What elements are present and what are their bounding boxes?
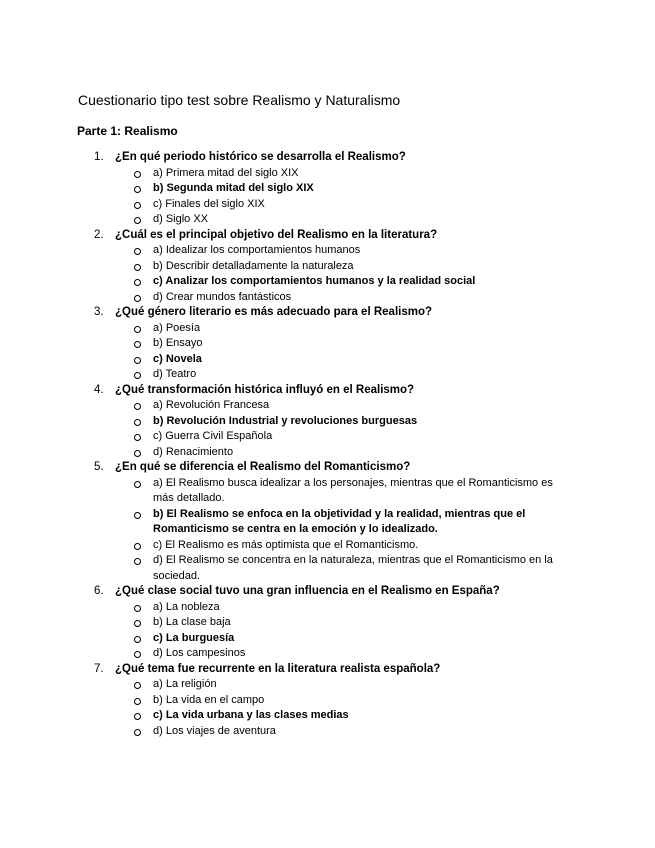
option-list <box>94 398 594 460</box>
question-3 <box>94 305 594 383</box>
question-row <box>94 150 594 166</box>
question-number: 2. <box>94 228 104 241</box>
option-text: d) El Realismo se concentra en la naturaleza, mientras que el Romanticismo en la sociedad. <box>153 554 553 582</box>
option-text: a) Primera mitad del siglo XIX <box>153 166 299 179</box>
question-number: 6. <box>94 585 104 597</box>
question-number: 3. <box>94 306 104 318</box>
option-item-correct <box>94 507 594 538</box>
hollow-bullet-icon <box>134 295 141 302</box>
option-item <box>94 398 594 414</box>
question-row <box>94 383 594 399</box>
hollow-bullet-icon <box>134 543 141 550</box>
document-title: Cuestionario tipo test sobre Realismo y Naturalismo <box>78 92 401 108</box>
option-text: c) El Realismo es más optimista que el Romanticismo. <box>153 538 419 551</box>
question-row <box>94 228 594 244</box>
question-row <box>94 305 594 321</box>
option-item <box>94 290 594 306</box>
option-item <box>94 367 594 383</box>
question-number: 4. <box>94 383 104 396</box>
option-text: a) El Realismo busca idealizar a los personajes, mientras que el Romanticismo es más detallado. <box>153 476 553 504</box>
option-text: b) La vida en el campo <box>153 693 265 706</box>
option-item <box>94 429 594 445</box>
question-2 <box>94 228 594 306</box>
option-list <box>94 600 594 662</box>
option-text: d) Siglo XX <box>153 213 209 225</box>
option-text: b) Segunda mitad del siglo XIX <box>153 182 314 194</box>
hollow-bullet-icon <box>134 620 141 627</box>
hollow-bullet-icon <box>134 481 141 488</box>
option-item <box>94 724 594 740</box>
question-4 <box>94 383 594 461</box>
option-text: d) Crear mundos fantásticos <box>153 290 292 303</box>
option-list <box>94 476 594 585</box>
question-text: ¿Qué clase social tuvo una gran influencia en el Realismo en España? <box>115 585 500 597</box>
option-item <box>94 677 594 693</box>
hollow-bullet-icon <box>134 713 141 720</box>
option-text: d) Teatro <box>153 368 197 380</box>
question-text: ¿Qué género literario es más adecuado para el Realismo? <box>115 306 433 318</box>
hollow-bullet-icon <box>134 279 141 286</box>
option-item <box>94 615 594 631</box>
option-item <box>94 693 594 709</box>
option-item <box>94 600 594 616</box>
hollow-bullet-icon <box>134 729 141 736</box>
hollow-bullet-icon <box>134 264 141 271</box>
question-row <box>94 662 594 678</box>
option-text: b) Revolución Industrial y revoluciones burguesas <box>153 414 418 427</box>
option-item-correct <box>94 708 594 724</box>
option-item-correct <box>94 274 594 290</box>
option-text: b) Ensayo <box>153 337 203 349</box>
option-text: c) Finales del siglo XIX <box>153 197 265 210</box>
hollow-bullet-icon <box>134 372 141 379</box>
option-list <box>94 166 594 228</box>
option-item <box>94 445 594 461</box>
option-text: a) La nobleza <box>153 600 220 613</box>
hollow-bullet-icon <box>134 403 141 410</box>
option-item-correct <box>94 181 594 197</box>
option-item-correct <box>94 631 594 647</box>
option-item <box>94 197 594 213</box>
option-item <box>94 538 594 554</box>
question-text: ¿Cuál es el principal objetivo del Realismo en la literatura? <box>115 228 438 241</box>
question-7 <box>94 662 594 740</box>
option-item <box>94 476 594 507</box>
option-list <box>94 677 594 739</box>
question-text: ¿En qué se diferencia el Realismo del Romanticismo? <box>115 461 411 473</box>
option-text: b) La clase baja <box>153 616 231 628</box>
hollow-bullet-icon <box>134 341 141 348</box>
question-number: 5. <box>94 461 104 473</box>
hollow-bullet-icon <box>134 357 141 364</box>
option-item-correct <box>94 414 594 430</box>
option-item <box>94 553 594 584</box>
hollow-bullet-icon <box>134 698 141 705</box>
question-row <box>94 460 594 476</box>
question-6 <box>94 584 594 662</box>
question-list <box>94 150 594 739</box>
option-text: c) Analizar los comportamientos humanos y la realidad social <box>153 275 476 287</box>
option-item <box>94 243 594 259</box>
option-text: a) Idealizar los comportamientos humanos <box>153 244 361 256</box>
hollow-bullet-icon <box>134 450 141 457</box>
hollow-bullet-icon <box>134 171 141 178</box>
hollow-bullet-icon <box>134 326 141 333</box>
option-text: d) Los campesinos <box>153 647 246 659</box>
option-text: c) La vida urbana y las clases medias <box>153 709 349 721</box>
hollow-bullet-icon <box>134 651 141 658</box>
option-text: a) Revolución Francesa <box>153 399 270 411</box>
option-text: d) Renacimiento <box>153 445 234 458</box>
hollow-bullet-icon <box>134 202 141 209</box>
option-text: c) La burguesía <box>153 631 235 644</box>
hollow-bullet-icon <box>134 682 141 689</box>
option-text: a) La religión <box>153 678 217 690</box>
option-item <box>94 212 594 228</box>
hollow-bullet-icon <box>134 558 141 565</box>
option-list <box>94 321 594 383</box>
question-1 <box>94 150 594 228</box>
option-text: a) Poesía <box>153 321 201 334</box>
question-text: ¿Qué tema fue recurrente en la literatura realista española? <box>115 662 441 675</box>
question-row <box>94 584 594 600</box>
question-text: ¿En qué periodo histórico se desarrolla el Realismo? <box>115 151 406 163</box>
hollow-bullet-icon <box>134 605 141 612</box>
option-text: b) El Realismo se enfoca en la objetividad y la realidad, mientras que el Romanticismo se centra en la emoción y lo idealizado. <box>153 507 526 535</box>
option-text: c) Guerra Civil Española <box>153 430 273 442</box>
option-item <box>94 336 594 352</box>
hollow-bullet-icon <box>134 186 141 193</box>
hollow-bullet-icon <box>134 419 141 426</box>
hollow-bullet-icon <box>134 636 141 643</box>
option-item <box>94 259 594 275</box>
option-list <box>94 243 594 305</box>
option-text: d) Los viajes de aventura <box>153 724 276 737</box>
option-item <box>94 321 594 337</box>
option-text: c) Novela <box>153 352 202 365</box>
option-item-correct <box>94 352 594 368</box>
hollow-bullet-icon <box>134 217 141 224</box>
question-5 <box>94 460 594 584</box>
section-title: Parte 1: Realismo <box>77 124 178 138</box>
option-item <box>94 166 594 182</box>
hollow-bullet-icon <box>134 512 141 519</box>
hollow-bullet-icon <box>134 434 141 441</box>
option-text: b) Describir detalladamente la naturaleza <box>153 259 354 272</box>
hollow-bullet-icon <box>134 248 141 255</box>
question-text: ¿Qué transformación histórica influyó en el Realismo? <box>115 383 415 396</box>
question-number: 7. <box>94 662 104 675</box>
question-number: 1. <box>94 151 104 163</box>
option-item <box>94 646 594 662</box>
